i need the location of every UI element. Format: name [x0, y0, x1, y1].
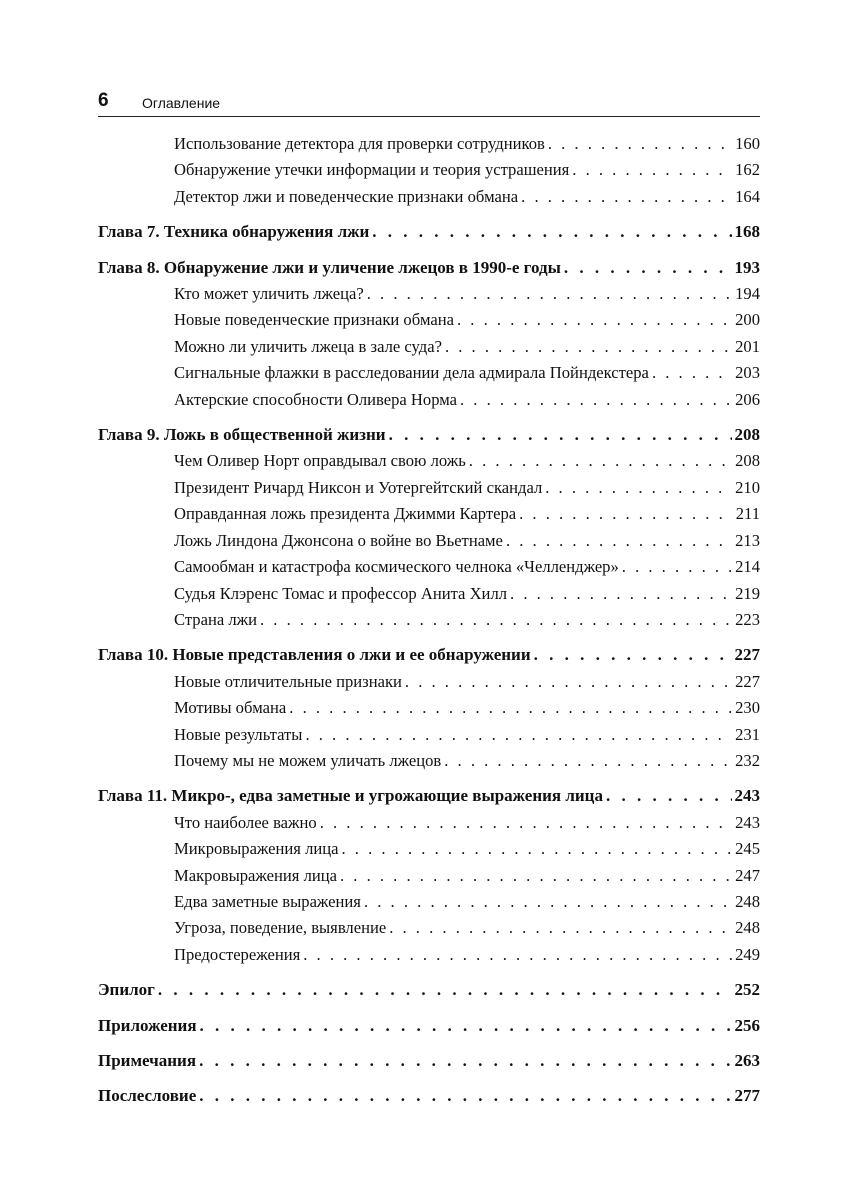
toc-section-entry [98, 528, 760, 554]
page-number: 6 [98, 90, 109, 111]
toc-entry-page: 201 [735, 336, 760, 356]
dot-leader [460, 387, 732, 413]
dot-leader [364, 889, 732, 915]
toc-entry-page: 200 [735, 310, 760, 330]
toc-section-entry [98, 184, 760, 210]
dot-leader [545, 475, 732, 501]
toc-entry-page: 203 [735, 363, 760, 383]
toc-entry-title: Микровыражения лица [174, 839, 339, 859]
toc-chapter-entry [98, 977, 760, 1003]
toc-entry-page: 252 [734, 980, 760, 1000]
toc-section-entry [98, 131, 760, 157]
dot-leader [572, 157, 732, 183]
toc-section-entry [98, 581, 760, 607]
toc-entry-page: 210 [735, 477, 760, 497]
toc-entry-page: 245 [735, 839, 760, 859]
toc-entry-title: Почему мы не можем уличать лжецов [174, 750, 442, 770]
toc-entry-page: 277 [734, 1086, 760, 1106]
toc-entry-page: 208 [734, 425, 760, 445]
toc-entry-page: 256 [734, 1015, 760, 1035]
dot-leader [389, 915, 732, 941]
toc-section-entry [98, 448, 760, 474]
toc-section-entry [98, 554, 760, 580]
toc-chapter-entry [98, 422, 760, 448]
toc-section-entry [98, 810, 760, 836]
toc-entry-title: Использование детектора для проверки сотрудников [174, 134, 545, 153]
toc-chapter-entry [98, 219, 760, 245]
toc-entry-page: 206 [735, 389, 760, 409]
running-header [98, 92, 760, 117]
dot-leader [367, 281, 732, 307]
toc-entry-page: 231 [735, 724, 760, 744]
toc-section-entry [98, 722, 760, 748]
toc-entry-title: Чем Оливер Норт оправдывал свою ложь [174, 451, 466, 471]
dot-leader [260, 607, 732, 633]
dot-leader [506, 528, 732, 554]
toc-chapter-entry [98, 1083, 760, 1109]
dot-leader [606, 783, 732, 809]
toc-entry-title: Едва заметные выражения [174, 891, 361, 911]
toc-entry-page: 213 [735, 530, 760, 550]
dot-leader [457, 307, 732, 333]
dot-leader [289, 695, 732, 721]
dot-leader [564, 255, 732, 281]
toc-chapter-entry [98, 255, 760, 281]
toc-entry-title: Глава 8. Обнаружение лжи и уличение лжецов в 1990-е годы [98, 257, 561, 277]
toc-entry-title: Ложь Линдона Джонсона о войне во Вьетнаме [174, 530, 503, 550]
toc-entry-title: Президент Ричард Никсон и Уотергейтский скандал [174, 477, 543, 497]
dot-leader [305, 722, 732, 748]
toc-entry-title: Новые поведенческие признаки обмана [174, 310, 454, 330]
toc-entry-page: 249 [735, 944, 760, 964]
toc-section-entry [98, 334, 760, 360]
toc-entry-page: 247 [735, 865, 760, 885]
toc-entry-title: Обнаружение утечки информации и теория устрашения [174, 160, 570, 180]
dot-leader [521, 184, 732, 210]
dot-leader [303, 942, 732, 968]
toc-section-entry [98, 281, 760, 307]
toc-entry-page: 243 [734, 786, 760, 806]
toc-entry-page: 227 [735, 671, 760, 691]
toc-section-entry [98, 915, 760, 941]
toc-section-entry [98, 942, 760, 968]
dot-leader [372, 219, 731, 245]
toc-section-entry [98, 157, 760, 183]
dot-leader [342, 836, 733, 862]
toc-section-entry [98, 475, 760, 501]
toc-entry-title: Новые результаты [174, 724, 303, 744]
dot-leader [652, 360, 732, 386]
toc-entry-page: 164 [735, 186, 760, 206]
toc-entry-title: Примечания [98, 1051, 197, 1070]
toc-entry-title: Детектор лжи и поведенческие признаки обмана [174, 186, 519, 206]
toc-entry-title: Новые отличительные признаки [174, 671, 402, 691]
toc-entry-page: 193 [734, 257, 760, 277]
toc-entry-title: Послесловие [98, 1086, 197, 1106]
dot-leader [199, 1083, 731, 1109]
toc-entry-title: Предостережения [174, 944, 301, 964]
toc-entry-page: 162 [735, 160, 760, 180]
toc-entry-page: 168 [734, 222, 760, 242]
toc-entry-page: 248 [735, 891, 760, 911]
toc-entry-page: 211 [735, 504, 760, 524]
toc-entry-page: 230 [735, 698, 760, 718]
dot-leader [389, 422, 732, 448]
toc-entry-page: 223 [735, 609, 760, 629]
toc-section-entry [98, 695, 760, 721]
toc-section-entry [98, 307, 760, 333]
toc-section-entry [98, 669, 760, 695]
running-title: Оглавление [142, 95, 221, 111]
toc-entry-title: Глава 10. Новые представления о лжи и ее обнаружении [98, 645, 531, 665]
toc-chapter-entry [98, 642, 760, 668]
toc-entry-page: 214 [735, 557, 760, 577]
toc-chapter-entry [98, 1048, 760, 1074]
toc-entry-title: Глава 7. Техника обнаружения лжи [98, 222, 370, 242]
dot-leader [510, 581, 732, 607]
toc-entry-title: Приложения [98, 1015, 197, 1035]
toc-entry-title: Эпилог [98, 980, 155, 1000]
toc-section-entry [98, 607, 760, 633]
toc-entry-page: 248 [735, 918, 760, 938]
toc-entry-page: 160 [735, 134, 760, 153]
dot-leader [320, 810, 732, 836]
dot-leader [445, 334, 732, 360]
toc-entry-title: Мотивы обмана [174, 698, 287, 718]
dot-leader [519, 501, 733, 527]
toc-entry-title: Макровыражения лица [174, 865, 337, 885]
dot-leader [534, 642, 732, 668]
toc-entry-page: 219 [735, 583, 760, 603]
dot-leader [444, 748, 732, 774]
dot-leader [405, 669, 732, 695]
dot-leader [622, 554, 732, 580]
toc-entry-page: 243 [735, 812, 760, 832]
dot-leader [199, 1048, 731, 1074]
toc-entry-page: 194 [735, 284, 760, 304]
toc-section-entry [98, 501, 760, 527]
toc-entry-title: Сигнальные флажки в расследовании дела адмирала Пойндекстера [174, 363, 649, 383]
table-of-contents [98, 131, 760, 1110]
toc-chapter-entry [98, 783, 760, 809]
toc-entry-title: Самообман и катастрофа космического челнока «Челленджер» [174, 557, 619, 577]
toc-section-entry [98, 360, 760, 386]
dot-leader [548, 131, 732, 157]
toc-entry-title: Что наиболее важно [174, 812, 317, 832]
dot-leader [200, 1013, 732, 1039]
toc-section-entry [98, 836, 760, 862]
toc-entry-title: Страна лжи [174, 609, 257, 629]
toc-entry-page: 208 [735, 451, 760, 471]
toc-entry-page: 232 [735, 750, 760, 770]
dot-leader [340, 863, 732, 889]
toc-entry-title: Угроза, поведение, выявление [174, 918, 387, 938]
toc-section-entry [98, 889, 760, 915]
toc-entry-page: 227 [734, 645, 760, 665]
toc-entry-page: 263 [734, 1051, 760, 1070]
dot-leader [469, 448, 732, 474]
toc-entry-title: Оправданная ложь президента Джимми Картера [174, 504, 517, 524]
toc-entry-title: Глава 9. Ложь в общественной жизни [98, 425, 386, 445]
toc-entry-title: Глава 11. Микро-, едва заметные и угрожающие выражения лица [98, 786, 603, 806]
toc-section-entry [98, 748, 760, 774]
toc-section-entry [98, 863, 760, 889]
toc-chapter-entry [98, 1013, 760, 1039]
toc-entry-title: Можно ли уличить лжеца в зале суда? [174, 336, 442, 356]
toc-entry-title: Актерские способности Оливера Норма [174, 389, 457, 409]
toc-section-entry [98, 387, 760, 413]
toc-entry-title: Кто может уличить лжеца? [174, 284, 364, 304]
toc-entry-title: Судья Клэренс Томас и профессор Анита Хилл [174, 583, 508, 603]
dot-leader [158, 977, 732, 1003]
